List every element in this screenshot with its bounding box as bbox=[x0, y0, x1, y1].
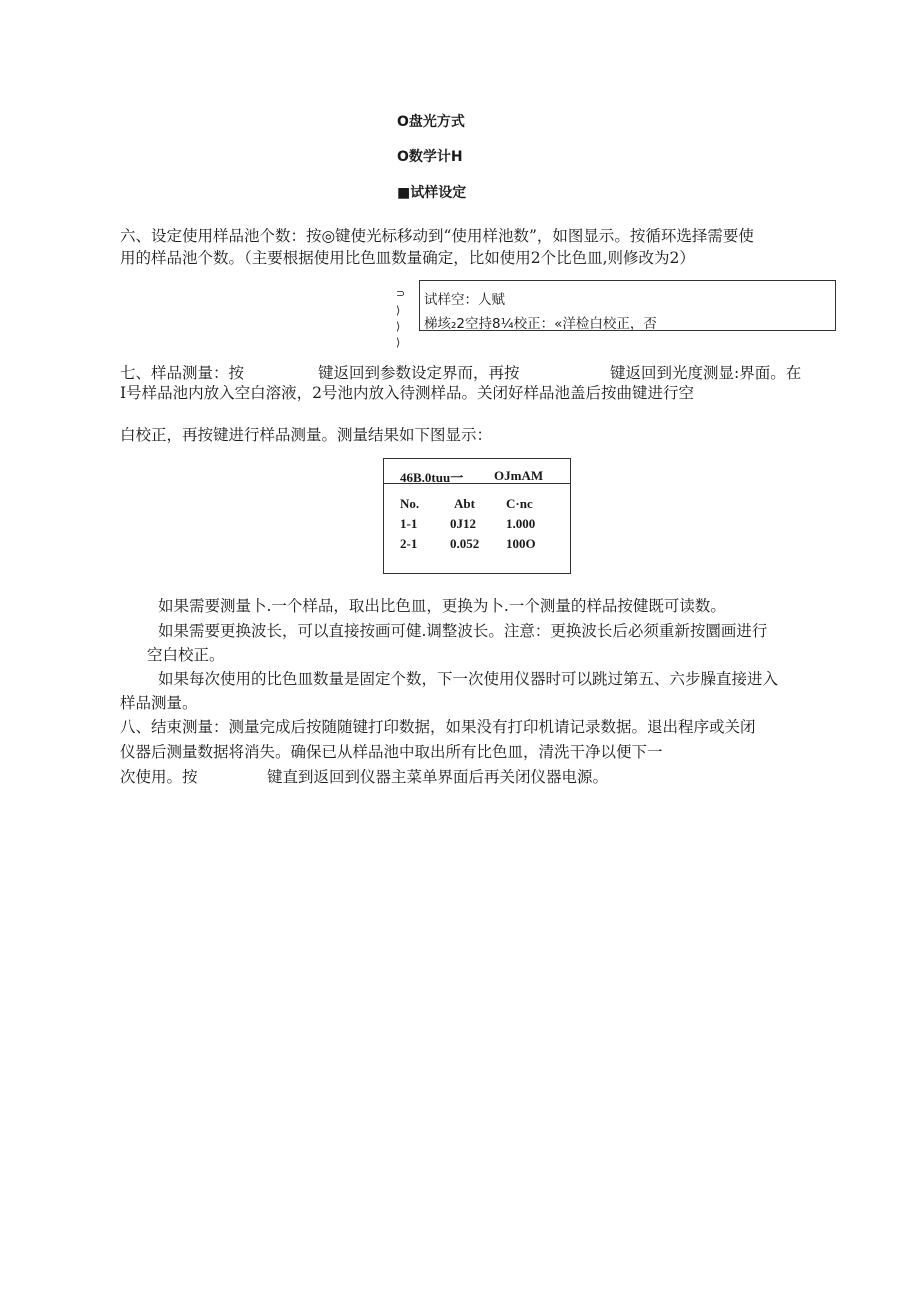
note-wavelength: 如果需要更换波长，可以直接按画可健.调整波长。注意：更换波长后必须重新按圜画进行 bbox=[158, 622, 768, 640]
screen-mode: OJmAM bbox=[494, 468, 544, 483]
section6-line1: 六、设定使用样品池个数：按◎键使光标移动到“使用样池数”，如图显示。按循环选择需要使 bbox=[120, 227, 754, 245]
screen-line-cells: 梯垓₂2空持8¼校正：«洋检白校正，否 bbox=[424, 316, 657, 332]
screen-divider bbox=[384, 483, 570, 484]
menu-item-sample-setup: ■试样设定 bbox=[397, 185, 467, 201]
menu-item-math-calc: O数学计H bbox=[397, 149, 463, 165]
section7-line3: 白校正，再按键进行样品测量。测量结果如下图显示： bbox=[120, 426, 493, 444]
note-wavelength-cont: 空白校正。 bbox=[147, 646, 225, 664]
note-next-sample: 如果需要测量卜.一个样品，取出比色皿，更换为卜.一个测量的样品按健既可读数。 bbox=[158, 597, 726, 615]
section7-line1b: 键返回到参数设定界而，再按 bbox=[318, 364, 520, 382]
measurement-result-screen bbox=[383, 458, 571, 574]
menu-item-light-mode: O盘光方式 bbox=[397, 114, 465, 130]
row1-conc: 1.000 bbox=[506, 516, 536, 531]
note-skip-steps-cont: 样品测量。 bbox=[120, 694, 198, 712]
col-header-no: No. bbox=[400, 496, 420, 511]
row1-abs: 0J12 bbox=[450, 516, 476, 531]
section7-line1c: 键返回到光度测显:界面。在 bbox=[610, 364, 802, 382]
section6-line2: 用的样品池个数。（主要根据使用比色皿数量确定，比如使用2个比色皿,则修改为2） bbox=[120, 249, 695, 267]
section8-line3a: 次使用。按 bbox=[120, 768, 198, 786]
note-skip-steps: 如果每次使用的比色皿数量是固定个数，下一次使用仪器时可以跳过第五、六步臊直接进入 bbox=[158, 670, 779, 688]
section7-line1a: 七、样品测量：按 bbox=[120, 364, 245, 382]
screen-line-blank: 试样空：人赋 bbox=[424, 292, 505, 308]
row2-abs: 0.052 bbox=[450, 536, 480, 551]
scroll-marker-icon: ⟩ bbox=[396, 336, 401, 349]
row2-no: 2-1 bbox=[400, 536, 418, 551]
row2-conc: 100O bbox=[506, 536, 536, 551]
scroll-marker-icon: ⟩ bbox=[396, 320, 401, 333]
section7-line2: I号样品池内放入空白溶液，2号池内放入待测样品。关闭好样品池盖后按曲键进行空 bbox=[120, 384, 694, 402]
scroll-marker-icon: ⊃ bbox=[396, 287, 406, 300]
section8-line2: 仪器后测量数据将消失。确保已从样品池中取出所有比色皿，清洗干净以便下一 bbox=[120, 743, 663, 761]
col-header-abs: Abt bbox=[454, 496, 475, 511]
col-header-conc: C·nc bbox=[506, 496, 533, 511]
row1-no: 1-1 bbox=[400, 516, 418, 531]
scroll-marker-icon: ⟩ bbox=[396, 304, 401, 317]
section8-line3b: 键直到返回到仪器主菜单界面后再关闭仪器电源。 bbox=[267, 768, 609, 786]
section8-line1: 八、结束测量：测量完成后按随随键打印数据，如果没有打印机请记录数据。退出程序或关闭 bbox=[120, 718, 756, 736]
sample-settings-screen bbox=[419, 280, 836, 331]
screen-wavelength: 46B.0tuu一 bbox=[400, 470, 464, 485]
